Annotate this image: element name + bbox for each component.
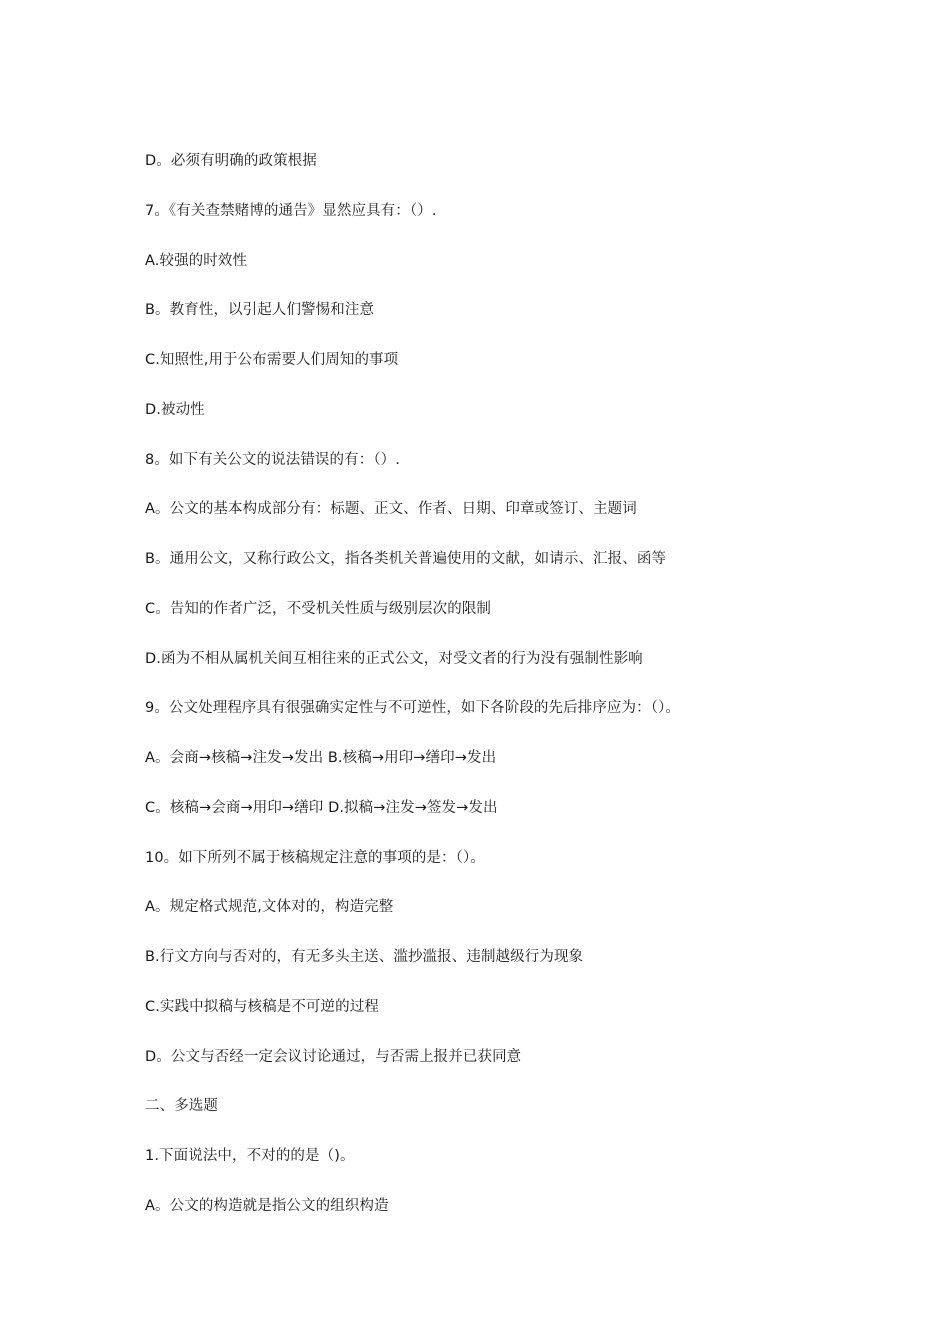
option-line: C.知照性,用于公布需要人们周知的事项 [145, 352, 399, 368]
option-line: B。通用公文，又称行政公文，指各类机关普遍使用的文献，如请示、汇报、函等 [145, 551, 667, 567]
option-line: D。必须有明确的政策根据 [145, 153, 317, 169]
option-line: A.较强的时效性 [145, 252, 248, 269]
option-line: C.实践中拟稿与核稿是不可逆的过程 [145, 998, 379, 1015]
question-line: 7。《有关查禁赌博的通告》显然应具有：（）. [145, 202, 437, 219]
document-body [145, 148, 865, 1243]
option-line: D.函为不相从属机关间互相往来的正式公文，对受文者的行为没有强制性影响 [145, 650, 643, 667]
option-line: A。规定格式规范,文体对的，构造完整 [145, 899, 394, 916]
option-line: A。公文的构造就是指公文的组织构造 [145, 1197, 389, 1214]
question-line: 10。如下所列不属于核稿规定注意的事项的是：（）。 [145, 849, 485, 866]
question-line: 1.下面说法中，不对的的是（)。 [145, 1148, 355, 1164]
option-line: D。公文与否经一定会议讨论通过，与否需上报并已获同意 [145, 1048, 522, 1065]
section-heading: 二、多选题 [145, 1098, 218, 1115]
question-line: 8。如下有关公文的说法错误的有：（）. [145, 451, 400, 468]
option-line: B。教育性，以引起人们警惕和注意 [145, 302, 375, 319]
option-line: C。告知的作者广泛，不受机关性质与级别层次的限制 [145, 600, 492, 617]
question-line: 9。公文处理程序具有很强确实定性与不可逆性，如下各阶段的先后排序应为：（）。 [145, 700, 681, 717]
option-line: A。公文的基本构成部分有：标题、正文、作者、日期、印章或签订、主题词 [145, 501, 637, 518]
option-line: D.被动性 [145, 401, 205, 418]
option-line: A。会商→核稿→注发→发出 B.核稿→用印→缮印→发出 [145, 750, 497, 766]
option-line: B.行文方向与否对的，有无多头主送、滥抄滥报、违制越级行为现象 [145, 949, 584, 965]
option-line: C。核稿→会商→用印→缮印 D.拟稿→注发→签发→发出 [145, 799, 498, 816]
